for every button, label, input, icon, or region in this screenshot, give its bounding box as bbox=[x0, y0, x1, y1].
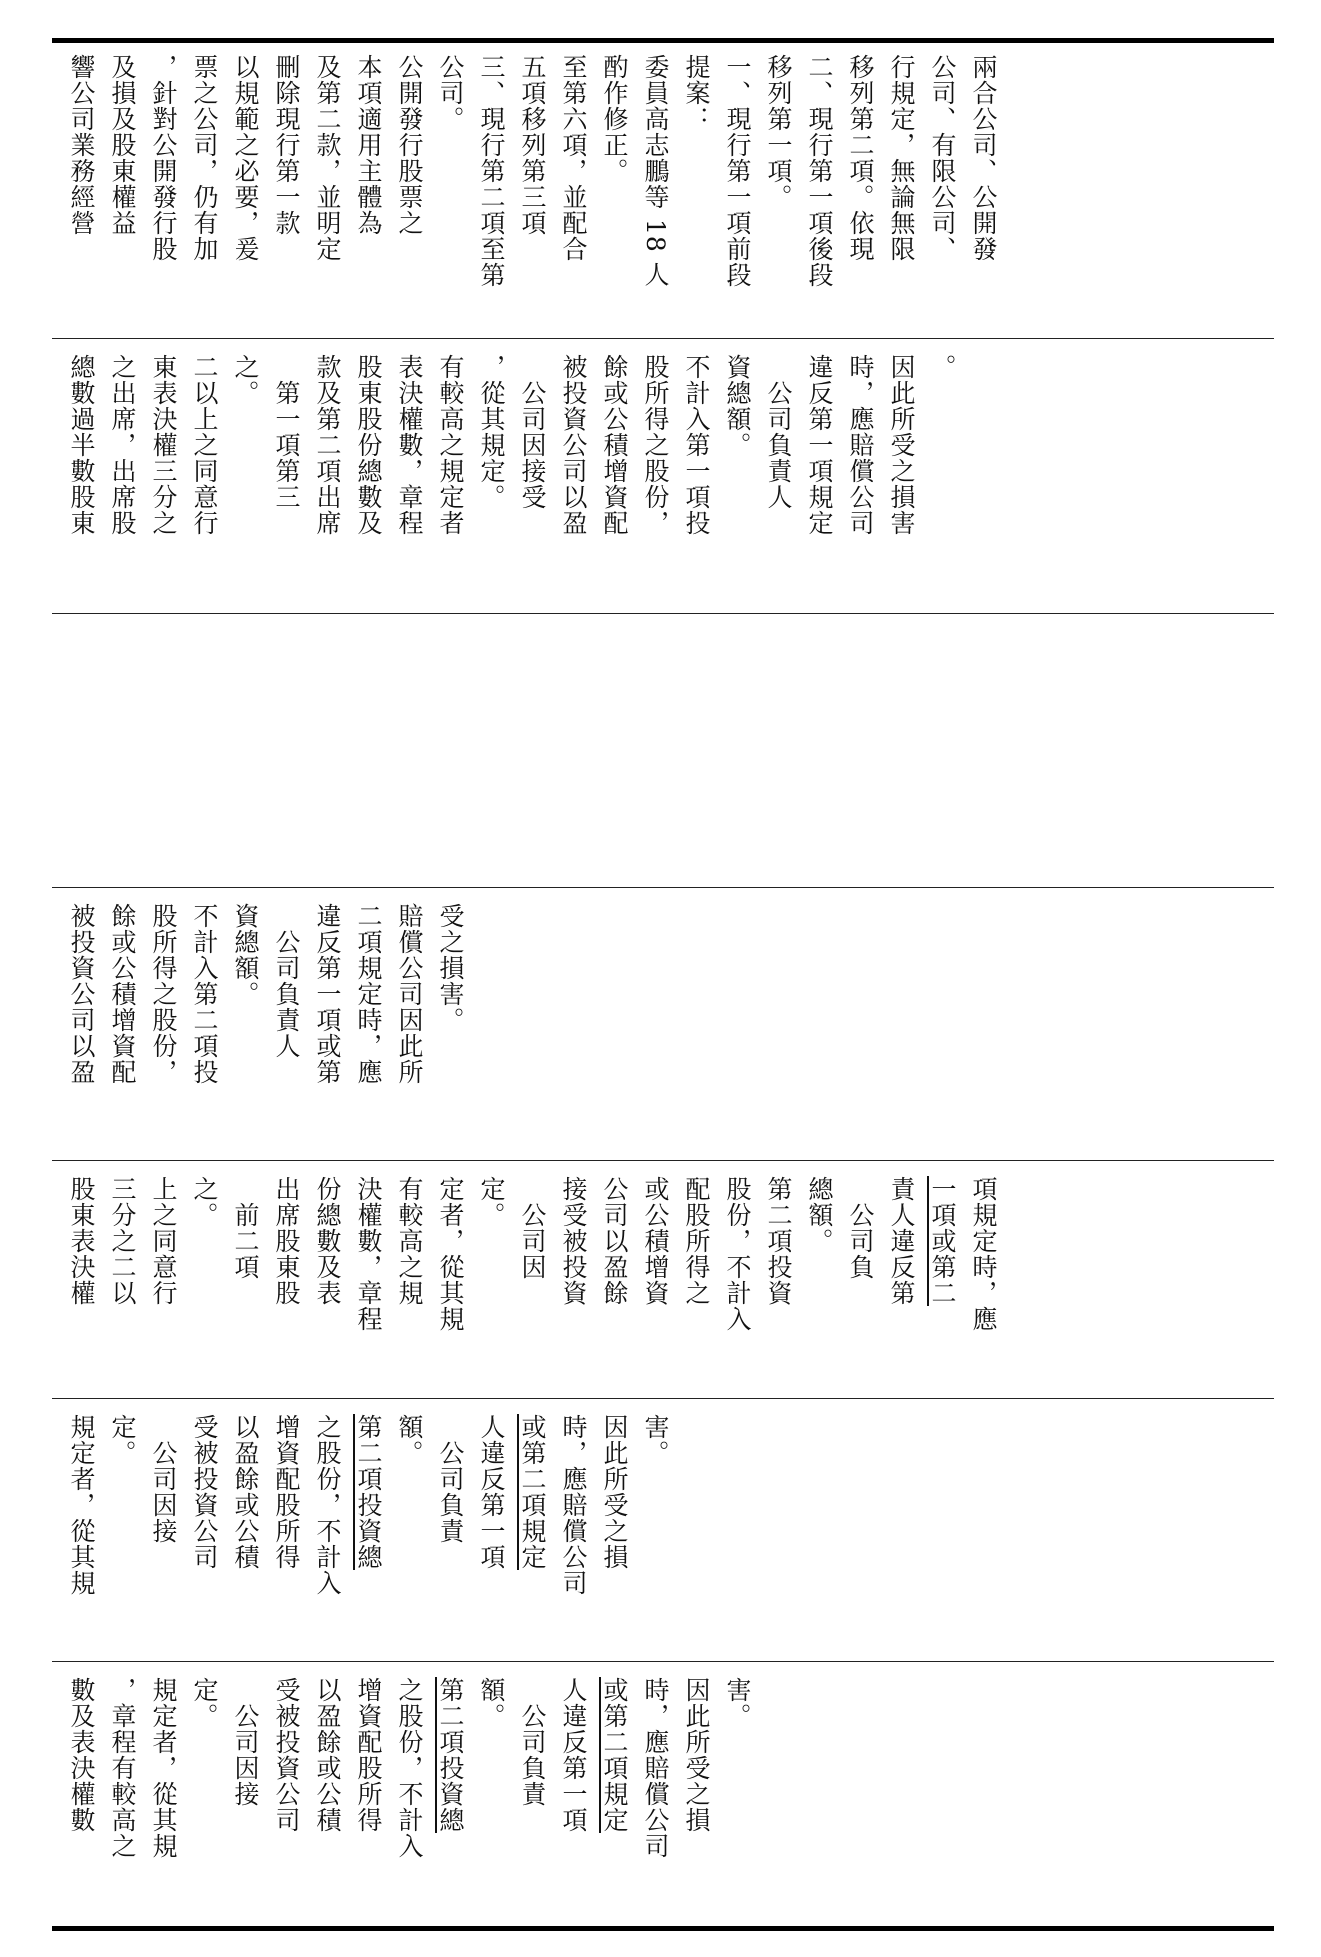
text-line: 公司因接受 bbox=[518, 354, 547, 510]
table-column-1 bbox=[52, 1406, 1274, 1656]
text-line: 刪除現行第一款 bbox=[272, 54, 301, 236]
text-line: 公司以盈餘 bbox=[600, 1176, 629, 1306]
text-line: 公司負責人 bbox=[272, 903, 301, 1059]
text-line: 受被投資公司 bbox=[190, 1414, 219, 1570]
text-line: 有較高之規 bbox=[395, 1176, 424, 1306]
text-line: ，章程有較高之 bbox=[108, 1677, 137, 1859]
text-line: 配股所得之 bbox=[682, 1176, 711, 1306]
text-line: 定。 bbox=[190, 1677, 219, 1729]
text-line: 股份，不計入 bbox=[723, 1176, 752, 1332]
text-line: 定者，從其規 bbox=[436, 1176, 465, 1332]
table-column-3 bbox=[52, 895, 1274, 1153]
text-line: 規定者，從其規 bbox=[67, 1414, 96, 1596]
text-line: 之。 bbox=[231, 354, 260, 406]
text-line: 公司、有限公司、 bbox=[928, 54, 957, 262]
text-line: 數及表決權數 bbox=[67, 1677, 96, 1833]
table-column-5 bbox=[52, 346, 1274, 606]
text-line: 公司負 bbox=[846, 1176, 875, 1280]
text-line: 被投資公司以盈 bbox=[559, 354, 588, 536]
text-line: 公司。 bbox=[436, 54, 465, 132]
text-line: 或第二項規定 bbox=[600, 1677, 629, 1833]
text-line: 東表決權三分之 bbox=[149, 354, 178, 536]
text-line: 二、現行第一項後段 bbox=[805, 54, 834, 288]
text-line: 違反第一項或第 bbox=[313, 903, 342, 1085]
text-line: 第一項第三 bbox=[272, 354, 301, 510]
text-line: 餘或公積增資配 bbox=[600, 354, 629, 536]
text-line: 時，應賠償公司 bbox=[846, 354, 875, 536]
text-line: 賠償公司因此所 bbox=[395, 903, 424, 1085]
bottom-thick-rule bbox=[52, 1926, 1274, 1931]
text-line: 人違反第一項 bbox=[477, 1414, 506, 1570]
text-line: 三、現行第二項至第 bbox=[477, 54, 506, 288]
text-line: 增資配股所得 bbox=[272, 1414, 301, 1570]
text-line: 五項移列第三項 bbox=[518, 54, 547, 236]
text-line: 責人違反第 bbox=[887, 1176, 916, 1306]
text-line: 決權數，章程 bbox=[354, 1176, 383, 1332]
text-line: 害。 bbox=[723, 1677, 752, 1729]
text-line: 委員高志鵬等 18 人 bbox=[641, 54, 670, 288]
text-line: ，從其規定。 bbox=[477, 354, 506, 510]
text-line: 或第二項規定 bbox=[518, 1414, 547, 1570]
table-column-0 bbox=[52, 1669, 1274, 1919]
table-column-4-empty bbox=[52, 621, 1274, 879]
text-line: 資總額。 bbox=[231, 903, 260, 1007]
row-separator bbox=[52, 1160, 1274, 1161]
text-line: ，針對公開發行股 bbox=[149, 54, 178, 262]
text-line: 三分之二以 bbox=[108, 1176, 137, 1306]
text-line: 公司負責 bbox=[436, 1414, 465, 1544]
top-thick-rule bbox=[52, 38, 1274, 43]
text-line: 被投資公司以盈 bbox=[67, 903, 96, 1085]
text-line: 總額。 bbox=[805, 1176, 834, 1254]
text-line: 項規定時，應 bbox=[969, 1176, 998, 1332]
text-line: 以規範之必要，爰 bbox=[231, 54, 260, 262]
text-line: 至第六項，並配合 bbox=[559, 54, 588, 262]
text-line: 公司因接 bbox=[231, 1677, 260, 1807]
text-line: 一項或第二 bbox=[928, 1176, 957, 1306]
row-separator bbox=[52, 1661, 1274, 1662]
text-line: 第二項投資總 bbox=[354, 1414, 383, 1570]
text-line: 時，應賠償公司 bbox=[641, 1677, 670, 1859]
text-line: 因此所受之損 bbox=[600, 1414, 629, 1570]
text-line: 前二項 bbox=[231, 1176, 260, 1280]
text-line: 資總額。 bbox=[723, 354, 752, 458]
text-line: 及損及股東權益 bbox=[108, 54, 137, 236]
text-line: 之。 bbox=[190, 1176, 219, 1228]
text-line: 移列第二項。依現 bbox=[846, 54, 875, 262]
text-line: 公開發行股票之 bbox=[395, 54, 424, 236]
text-line: 增資配股所得 bbox=[354, 1677, 383, 1833]
text-line: 股所得之股份， bbox=[641, 354, 670, 536]
text-line: 時，應賠償公司 bbox=[559, 1414, 588, 1596]
text-line: 之股份，不計入 bbox=[313, 1414, 342, 1596]
text-line: 股所得之股份， bbox=[149, 903, 178, 1085]
table-column-2 bbox=[52, 1168, 1274, 1393]
text-line: 票之公司，仍有加 bbox=[190, 54, 219, 262]
text-line: 公司因接 bbox=[149, 1414, 178, 1544]
text-line: 。 bbox=[928, 354, 957, 380]
text-line: 之出席，出席股 bbox=[108, 354, 137, 536]
text-line: 或公積增資 bbox=[641, 1176, 670, 1306]
text-line: 定。 bbox=[108, 1414, 137, 1466]
row-separator bbox=[52, 1398, 1274, 1399]
text-line: 受被投資公司 bbox=[272, 1677, 301, 1833]
text-line: 二以上之同意行 bbox=[190, 354, 219, 536]
text-line: 違反第一項規定 bbox=[805, 354, 834, 536]
text-line: 害。 bbox=[641, 1414, 670, 1466]
text-line: 有較高之規定者 bbox=[436, 354, 465, 536]
text-line: 以盈餘或公積 bbox=[231, 1414, 260, 1570]
text-line: 人違反第一項 bbox=[559, 1677, 588, 1833]
text-line: 兩合公司、公開發 bbox=[969, 54, 998, 262]
text-line: 額。 bbox=[395, 1414, 424, 1466]
text-line: 響公司業務經營 bbox=[67, 54, 96, 236]
text-line: 份總數及表 bbox=[313, 1176, 342, 1306]
text-line: 一、現行第一項前段 bbox=[723, 54, 752, 288]
text-line: 因此所受之損害 bbox=[887, 354, 916, 536]
text-line: 接受被投資 bbox=[559, 1176, 588, 1306]
text-line: 二項規定時，應 bbox=[354, 903, 383, 1085]
text-line: 股東表決權 bbox=[67, 1176, 96, 1306]
text-line: 第二項投資總 bbox=[436, 1677, 465, 1833]
row-separator bbox=[52, 887, 1274, 888]
text-line: 提案： bbox=[682, 54, 711, 132]
text-line: 不計入第二項投 bbox=[190, 903, 219, 1085]
text-line: 總數過半數股東 bbox=[67, 354, 96, 536]
text-line: 以盈餘或公積 bbox=[313, 1677, 342, 1833]
text-line: 行規定，無論無限 bbox=[887, 54, 916, 262]
text-line: 因此所受之損 bbox=[682, 1677, 711, 1833]
text-line: 股東股份總數及 bbox=[354, 354, 383, 536]
text-line: 規定者，從其規 bbox=[149, 1677, 178, 1859]
text-line: 不計入第一項投 bbox=[682, 354, 711, 536]
text-line: 表決權數，章程 bbox=[395, 354, 424, 536]
row-separator bbox=[52, 613, 1274, 614]
text-line: 上之同意行 bbox=[149, 1176, 178, 1306]
text-line: 移列第一項。 bbox=[764, 54, 793, 210]
text-line: 公司負責 bbox=[518, 1677, 547, 1807]
text-line: 定。 bbox=[477, 1176, 506, 1228]
text-line: 及第二款，並明定 bbox=[313, 54, 342, 262]
table-column-6 bbox=[52, 46, 1274, 332]
text-line: 款及第二項出席 bbox=[313, 354, 342, 536]
text-line: 酌作修正。 bbox=[600, 54, 629, 184]
text-line: 額。 bbox=[477, 1677, 506, 1729]
text-line: 公司因 bbox=[518, 1176, 547, 1280]
text-line: 公司負責人 bbox=[764, 354, 793, 510]
text-line: 本項適用主體為 bbox=[354, 54, 383, 236]
text-line: 受之損害。 bbox=[436, 903, 465, 1033]
row-separator bbox=[52, 338, 1274, 339]
text-line: 之股份，不計入 bbox=[395, 1677, 424, 1859]
text-line: 出席股東股 bbox=[272, 1176, 301, 1306]
text-line: 餘或公積增資配 bbox=[108, 903, 137, 1085]
text-line: 第二項投資 bbox=[764, 1176, 793, 1306]
